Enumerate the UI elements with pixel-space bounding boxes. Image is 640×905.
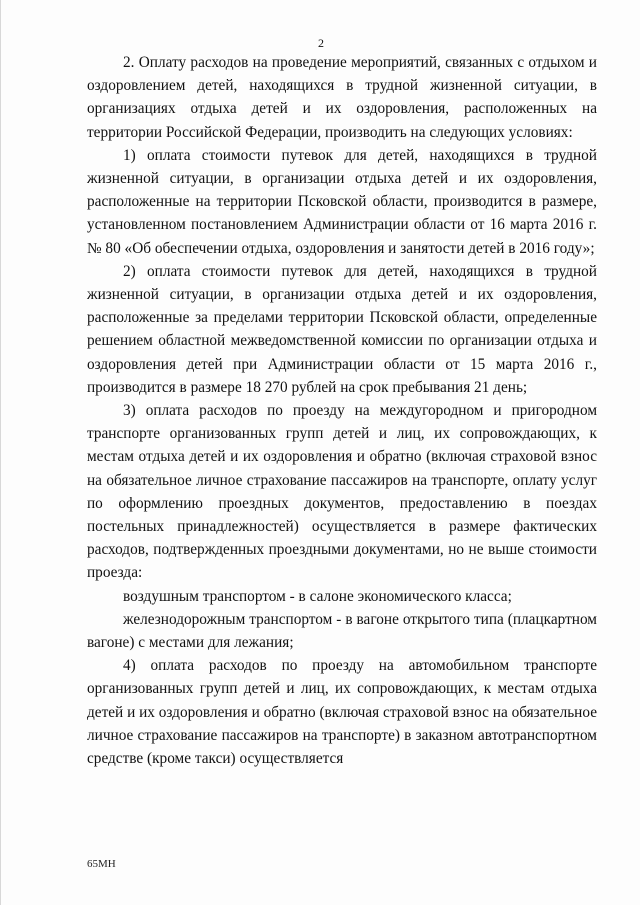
page-number: 2 — [318, 36, 324, 50]
document-body — [87, 51, 597, 770]
paragraph-item-3: 3) оплата расходов по проезду на междугородном и пригородном транспорте организованных групп детей и лиц, их сопровождающих, к местам отдыха детей и их оздоровления и обратно (включая страховой взнос на обязательное личное страхование пассажиров на транспорте, оплату услуг по оформлению проездных документов, предоставлению в поездах постельных принадлежностей) осуществляется в размере фактических расходов, подтвержденных проездными документами, но не выше стоимости проезда: — [87, 402, 597, 582]
paragraph-air-transport: воздушным транспортом - в салоне экономического класса; — [123, 587, 512, 605]
paragraph-2: 2. Оплату расходов на проведение мероприятий, связанных с отдыхом и оздоровлением детей, находящихся в трудной жизненной ситуации, в организациях отдыха детей и их оздоровления, расположенных на территории Российской Федерации, производить на следующих условиях: — [87, 54, 597, 141]
paragraph-item-4: 4) оплата расходов по проезду на автомобильном транспорте организованных групп детей и лиц, их сопровождающих, к местам отдыха детей и их оздоровления и обратно (включая страховой взнос на обязательное личное страхование пассажиров на транспорте) в заказном автотранспортном средстве (кроме такси) осуществляется — [87, 657, 597, 768]
paragraph-rail-transport: железнодорожным транспортом - в вагоне открытого типа (плацкартном вагоне) с местами для лежания; — [87, 610, 597, 652]
paragraph-item-2: 2) оплата стоимости путевок для детей, находящихся в трудной жизненной ситуации, в организации отдыха детей и их оздоровления, расположенные за пределами территории Псковской области, определенные решением областной межведомственной комиссии по организации отдыха и оздоровления детей при Администрации области от 15 марта 2016 г., производится в размере 18 270 рублей на срок пребывания 21 день; — [87, 262, 597, 396]
paragraph-item-1: 1) оплата стоимости путевок для детей, находящихся в трудной жизненной ситуации, в организации отдыха детей и их оздоровления, расположенные на территории Псковской области, производится в размере, установленном постановлением Администрации области от 16 марта 2016 г. № 80 «Об обеспечении отдыха, оздоровления и занятости детей в 2016 году»; — [87, 146, 597, 257]
footer-document-code: 65МН — [87, 858, 116, 870]
